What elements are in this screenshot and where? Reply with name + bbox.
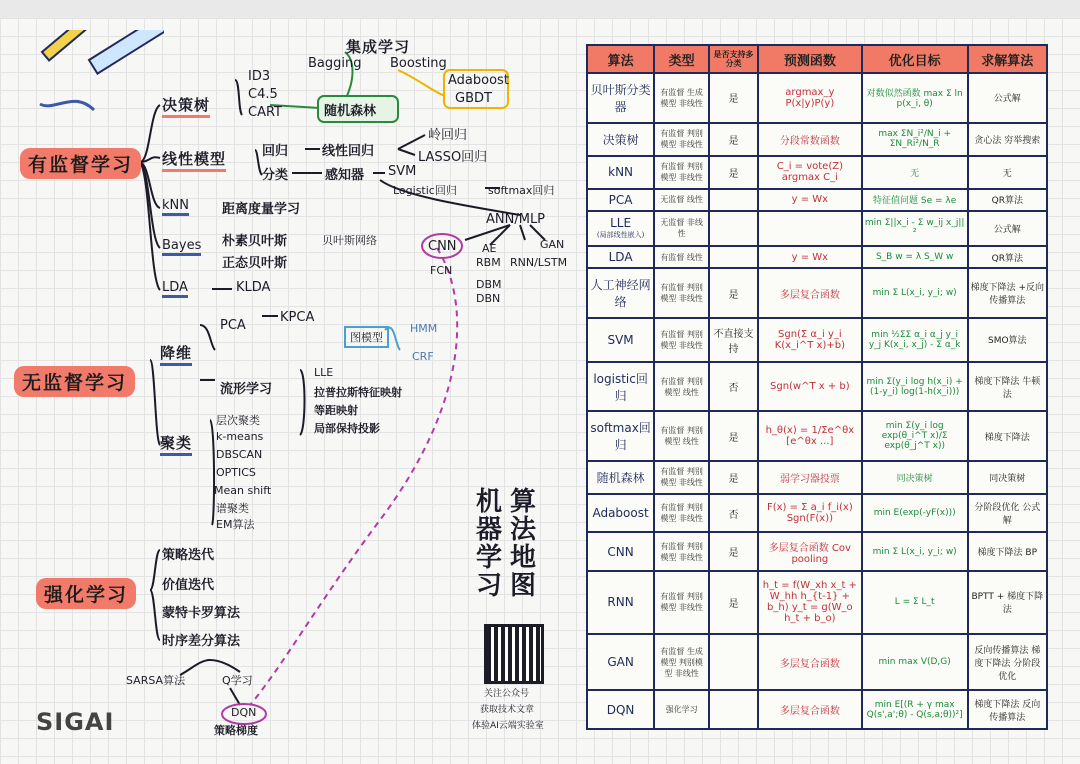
objective-cell: [862, 532, 968, 571]
cluster-dbscan-label: DBSCAN: [216, 448, 263, 461]
multiclass-cell: [709, 123, 758, 156]
solver-cell-text: QR算法: [991, 196, 1023, 206]
solver-cell: [968, 268, 1047, 318]
objective-cell: [862, 411, 968, 461]
header-prediction: 预测函数: [758, 45, 862, 73]
type-cell-text: 有监督 判别模型 非线性: [660, 541, 703, 562]
algorithm-name-cell: [587, 571, 654, 634]
cluster-optics-label: OPTICS: [216, 466, 256, 479]
objective-cell: [862, 211, 968, 247]
multiclass-cell-text: 是: [728, 473, 739, 485]
objective-cell-text: min E[(R + γ max Q(s',a';θ) - Q(s,a;θ))²]: [866, 699, 963, 720]
prediction-cell-text: y = Wx: [791, 251, 829, 263]
prediction-cell-text: h_t = f(W_xh x_t + W_hh h_{t-1} + b_h) y_t = g(W_o h_t + b_o): [762, 580, 857, 625]
multiclass-cell-text: 否: [728, 509, 739, 521]
prediction-cell: [758, 634, 862, 690]
crf-label: CRF: [412, 350, 434, 363]
prediction-cell: [758, 571, 862, 634]
algorithm-name-cell: [587, 246, 654, 268]
multiclass-cell: [709, 690, 758, 729]
linear-regression-label: 线性回归: [322, 144, 375, 159]
type-cell: [654, 532, 709, 571]
linear-model-label: 线性模型: [162, 148, 226, 172]
algorithm-name-cell-text: 随机森林: [596, 470, 645, 485]
manifold-lle-label: LLE: [314, 366, 334, 379]
solver-cell-text: 梯度下降法 +反向传播算法: [970, 283, 1044, 306]
prediction-cell: [758, 494, 862, 533]
solver-cell: [968, 73, 1047, 123]
table-row: [587, 411, 1047, 461]
cluster-kmeans-label: k-means: [216, 430, 264, 443]
solver-cell: [968, 634, 1047, 690]
graph-model-label: 图模型: [344, 326, 389, 348]
algorithm-name-cell: [587, 156, 654, 189]
table-row: [587, 362, 1047, 412]
prediction-cell: [758, 211, 862, 247]
algorithm-name-cell: [587, 73, 654, 123]
id3-label: ID3: [248, 69, 271, 84]
solver-cell: [968, 362, 1047, 412]
type-cell-text: 有监督 判别模型 非线性: [660, 467, 703, 488]
solver-cell-text: 梯度下降法 牛顿法: [974, 376, 1041, 400]
type-cell-text: 有监督 判别模型 非线性: [660, 162, 703, 182]
table-row: [587, 461, 1047, 494]
algorithm-name-cell: [587, 362, 654, 412]
header-algorithm: 算法: [587, 45, 654, 73]
type-cell: [654, 123, 709, 156]
algorithm-name-cell-text: LDA: [608, 250, 633, 265]
objective-cell: [862, 156, 968, 189]
ae-label: AE: [482, 242, 497, 255]
solver-cell: [968, 571, 1047, 634]
bayes-label: Bayes: [162, 238, 201, 256]
prediction-cell-text: 多层复合函数: [779, 658, 840, 670]
pca-label: PCA: [220, 318, 246, 333]
dim-reduction-label: 降维: [160, 342, 192, 366]
prediction-cell: [758, 318, 862, 362]
algorithm-name-cell: [587, 494, 654, 533]
multiclass-cell: [709, 411, 758, 461]
table-row: [587, 211, 1047, 247]
ensemble-label: 集成学习: [346, 38, 411, 56]
type-cell-text: 有监督 线性: [660, 252, 703, 262]
prediction-cell-text: Sgn(w^T x + b): [770, 381, 850, 392]
type-cell: [654, 246, 709, 268]
manifold-isomap-label: 等距映射: [314, 404, 358, 417]
prediction-cell-text: argmax_y P(x|y)P(y): [785, 86, 835, 109]
algorithm-subname: (局部线性嵌入): [596, 231, 645, 240]
prediction-cell: [758, 73, 862, 123]
table-row: [587, 318, 1047, 362]
prediction-cell: [758, 532, 862, 571]
rl-policy-iteration-label: 策略迭代: [162, 548, 215, 563]
dbn-label: DBN: [476, 292, 501, 305]
fcn-label: FCN: [430, 264, 453, 277]
objective-cell-text: 对数似然函数 max Σ ln p(x_i, θ): [866, 89, 963, 110]
objective-cell-text: min Σ||x_i - Σ w_ij x_j||²: [864, 218, 965, 239]
multiclass-cell: [709, 156, 758, 189]
prediction-cell: [758, 362, 862, 412]
objective-cell-text: min Σ(y_i log exp(θ_i^T x)/Σ exp(θ_j^T x)): [881, 421, 948, 451]
objective-cell: [862, 189, 968, 211]
algorithm-name-cell-text: 贝叶斯分类器: [590, 82, 651, 114]
table-row: [587, 634, 1047, 690]
type-cell: [654, 318, 709, 362]
unsupervised-learning-label: 无监督学习: [14, 366, 135, 397]
type-cell: [654, 211, 709, 247]
algorithm-name-cell: [587, 690, 654, 729]
objective-cell-text: max ΣN_i²/N_i + ΣN_Ri²/N_R: [878, 129, 951, 149]
table-row: [587, 532, 1047, 571]
solver-cell: [968, 123, 1047, 156]
algorithm-name-cell-text: GAN: [607, 655, 634, 670]
bayes-network-label: 贝叶斯网络: [322, 234, 377, 247]
type-cell-text: 有监督 生成模型 判别模型 非线性: [660, 646, 703, 678]
prediction-cell: [758, 690, 862, 729]
dqn-label: DQN: [231, 706, 257, 719]
prediction-cell-text: y = Wx: [791, 194, 829, 205]
header-objective: 优化目标: [862, 45, 968, 73]
policy-gradient-label: 策略梯度: [214, 724, 258, 737]
multiclass-cell: [709, 571, 758, 634]
rbm-label: RBM: [476, 256, 501, 269]
objective-cell-text: 无: [910, 168, 920, 179]
type-cell-text: 有监督 判别模型 非线性: [660, 592, 703, 613]
type-cell: [654, 461, 709, 494]
regression-label: 回归: [262, 144, 289, 159]
type-cell: [654, 690, 709, 729]
prediction-cell: [758, 189, 862, 211]
type-cell-text: 有监督 判别模型 非线性: [660, 283, 703, 303]
q-learning-label: Q学习: [222, 674, 253, 687]
prediction-cell-text: h_θ(x) = 1/Σe^θx [e^θx ...]: [765, 425, 855, 447]
prediction-cell-text: 弱学习器投票: [779, 473, 840, 485]
decision-tree-label: 决策树: [162, 94, 210, 118]
kpca-label: KPCA: [280, 310, 315, 325]
classification-label: 分类: [262, 168, 289, 183]
title-ml: 机器学习: [476, 487, 503, 601]
table-row: [587, 156, 1047, 189]
cluster-meanshift-label: Mean shift: [214, 484, 272, 497]
solver-cell-text: 同决策树: [989, 473, 1026, 484]
distance-metric-label: 距离度量学习: [222, 202, 301, 217]
type-cell: [654, 571, 709, 634]
multiclass-cell-text: 是: [728, 598, 739, 610]
solver-cell-text: 梯度下降法 反向传播算法: [974, 699, 1041, 723]
table-row: [587, 268, 1047, 318]
c45-label: C4.5: [248, 87, 278, 102]
solver-cell-text: 分阶段优化 公式解: [974, 503, 1041, 526]
title-algorithm-map: 算法地图: [510, 487, 537, 601]
algorithm-name-cell-text: DQN: [606, 702, 635, 717]
logistic-label: Logistic回归: [393, 184, 457, 197]
multiclass-cell: [709, 211, 758, 247]
algorithm-name-cell-text: CNN: [607, 544, 634, 559]
algorithm-name-cell-text: 决策树: [602, 132, 639, 147]
solver-cell-text: QR算法: [991, 253, 1023, 264]
algorithm-name-cell: [587, 411, 654, 461]
objective-cell: [862, 461, 968, 494]
algorithm-name-cell: [587, 123, 654, 156]
table-row: [587, 73, 1047, 123]
objective-cell: [862, 318, 968, 362]
table-row: [587, 494, 1047, 533]
multiclass-cell-text: 是: [728, 168, 739, 180]
solver-cell: [968, 461, 1047, 494]
prediction-cell-text: 多层复合函数 Cov pooling: [768, 542, 851, 565]
multiclass-cell: [709, 268, 758, 318]
objective-cell: [862, 73, 968, 123]
algorithm-name-cell: [587, 318, 654, 362]
ai-lab-text: 体验AI云端实验室: [472, 721, 544, 731]
prediction-cell-text: F(x) = Σ a_i f_i(x) Sgn(F(x)): [766, 502, 853, 524]
multiclass-cell: [709, 494, 758, 533]
multiclass-cell: [709, 362, 758, 412]
reinforcement-learning-label: 强化学习: [36, 578, 136, 609]
objective-cell: [862, 362, 968, 412]
solver-cell: [968, 156, 1047, 189]
klda-label: KLDA: [236, 280, 271, 295]
hmm-label: HMM: [410, 322, 438, 335]
algorithm-name-cell-text: RNN: [607, 595, 634, 610]
multiclass-cell: [709, 246, 758, 268]
follow-account-text: 关注公众号: [484, 689, 530, 699]
rl-monte-carlo-label: 蒙特卡罗算法: [162, 606, 241, 621]
cluster-em-label: EM算法: [216, 518, 255, 531]
rnn-lstm-label: RNN/LSTM: [510, 256, 568, 269]
perceptron-label: 感知器: [325, 168, 365, 183]
objective-cell-text: min max V(D,G): [878, 657, 951, 668]
algorithm-name-cell-text: softmax回归: [590, 421, 651, 452]
type-cell: [654, 411, 709, 461]
prediction-cell-text: 多层复合函数: [779, 706, 840, 718]
algorithm-name-cell: [587, 189, 654, 211]
ridge-regression-label: 岭回归: [428, 128, 468, 143]
objective-cell-text: 特征值问题 Se = λe: [873, 196, 957, 206]
type-cell: [654, 634, 709, 690]
algorithm-name-cell-text: kNN: [608, 165, 634, 179]
naive-bayes-label: 朴素贝叶斯: [222, 234, 288, 249]
prediction-cell: [758, 123, 862, 156]
lasso-regression-label: LASSO回归: [418, 150, 488, 165]
gan-label: GAN: [540, 238, 565, 251]
type-cell-text: 无监督 线性: [660, 195, 703, 204]
multiclass-cell: [709, 634, 758, 690]
solver-cell: [968, 411, 1047, 461]
ann-mlp-label: ANN/MLP: [486, 212, 546, 227]
lda-label: LDA: [162, 280, 188, 298]
cnn-label: CNN: [428, 239, 457, 254]
type-cell-text: 有监督 判别模型 线性: [660, 376, 703, 397]
type-cell: [654, 494, 709, 533]
multiclass-cell-text: 是: [728, 135, 739, 147]
algorithm-name-cell-text: 人工神经网络: [590, 278, 651, 309]
objective-cell-text: L = Σ L_t: [894, 597, 935, 608]
multiclass-cell: [709, 73, 758, 123]
algorithm-table: [586, 44, 1048, 730]
objective-cell-text: min Σ L(x_i, y_i; w): [872, 546, 957, 557]
solver-cell-text: 梯度下降法: [984, 432, 1030, 443]
prediction-cell-text: C_i = vote(Z) argmax C_i: [776, 161, 843, 183]
solver-cell-text: 梯度下降法 BP: [977, 548, 1038, 558]
objective-cell-text: S_B w = λ S_W w: [875, 252, 954, 263]
algorithm-name-cell: [587, 461, 654, 494]
algorithm-name-cell-text: SVM: [607, 332, 634, 347]
prediction-cell: [758, 268, 862, 318]
header-multiclass: 是否支持多分类: [709, 45, 758, 73]
softmax-label: softmax回归: [488, 184, 555, 197]
solver-cell-text: SMO算法: [988, 336, 1027, 347]
objective-cell-text: min Σ(y_i log h(x_i) + (1-y_i) log(1-h(x_i))): [866, 376, 963, 397]
manifold-learning-label: 流形学习: [220, 382, 273, 397]
algorithm-name-cell: [587, 532, 654, 571]
type-cell-text: 有监督 判别模型 非线性: [660, 503, 703, 523]
table-header-row: [587, 45, 1047, 73]
objective-cell: [862, 246, 968, 268]
type-cell: [654, 268, 709, 318]
table-row: [587, 571, 1047, 634]
multiclass-cell: [709, 318, 758, 362]
solver-cell-text: 无: [1002, 168, 1012, 179]
multiclass-cell-text: 不直接支持: [713, 328, 754, 355]
objective-cell-text: min E(exp(-yF(x))): [873, 508, 956, 518]
table-row: [587, 123, 1047, 156]
prediction-cell-text: 分段常数函数: [779, 135, 840, 147]
type-cell: [654, 73, 709, 123]
get-articles-text: 获取技术文章: [480, 705, 535, 715]
random-forest-label: 随机森林: [324, 104, 377, 119]
solver-cell: [968, 494, 1047, 533]
solver-cell: [968, 189, 1047, 211]
multiclass-cell-text: 是: [728, 432, 739, 444]
algorithm-name-cell: [587, 211, 654, 247]
gbdt-label: GBDT: [455, 91, 492, 106]
objective-cell: [862, 634, 968, 690]
multiclass-cell-text: 是: [728, 548, 739, 559]
algorithm-name-cell-text: logistic回归: [593, 371, 648, 403]
type-cell: [654, 362, 709, 412]
solver-cell: [968, 690, 1047, 729]
solver-cell: [968, 318, 1047, 362]
algorithm-name-cell-text: Adaboost: [592, 506, 649, 520]
prediction-cell-text: Sgn(Σ α_i y_i K(x_i^T x)+b): [774, 328, 845, 351]
algorithm-name-cell-text: PCA: [608, 192, 633, 207]
prediction-cell: [758, 461, 862, 494]
adaboost-label: Adaboost: [448, 73, 509, 88]
solver-cell-text: 反向传播算法 梯度下降法 分阶段优化: [974, 645, 1041, 682]
objective-cell: [862, 690, 968, 729]
multiclass-cell-text: 否: [728, 383, 739, 394]
algorithm-name-cell-text: LLE: [610, 216, 632, 231]
solver-cell: [968, 246, 1047, 268]
multiclass-cell-text: 是: [728, 289, 739, 301]
algorithm-name-cell: [587, 268, 654, 318]
header-type: 类型: [654, 45, 709, 73]
objective-cell-text: 同决策树: [896, 473, 933, 484]
cluster-hierarchical-label: 层次聚类: [216, 414, 260, 427]
manifold-lpp-label: 局部保持投影: [314, 422, 380, 435]
solver-cell: [968, 532, 1047, 571]
algorithm-name-cell: [587, 634, 654, 690]
prediction-cell: [758, 156, 862, 189]
table-row: [587, 246, 1047, 268]
type-cell: [654, 156, 709, 189]
type-cell-text: 有监督 判别模型 线性: [660, 426, 703, 446]
solver-cell: [968, 211, 1047, 247]
objective-cell-text: min Σ L(x_i, y_i; w): [872, 288, 957, 298]
objective-cell: [862, 571, 968, 634]
solver-cell-text: 公式解: [993, 94, 1021, 105]
multiclass-cell: [709, 189, 758, 211]
clustering-label: 聚类: [160, 432, 192, 456]
manifold-laplacian-label: 拉普拉斯特征映射: [314, 386, 402, 399]
normal-bayes-label: 正态贝叶斯: [222, 256, 288, 271]
bagging-label: Bagging: [308, 56, 362, 71]
svm-label: SVM: [388, 164, 417, 179]
solver-cell-text: BPTT + 梯度下降法: [971, 592, 1044, 616]
rl-value-iteration-label: 价值迭代: [162, 578, 215, 593]
type-cell-text: 强化学习: [665, 705, 698, 715]
solver-cell-text: 公式解: [993, 224, 1021, 235]
type-cell: [654, 189, 709, 211]
prediction-cell: [758, 411, 862, 461]
objective-cell: [862, 268, 968, 318]
type-cell-text: 有监督 判别模型 非线性: [660, 129, 703, 149]
prediction-cell: [758, 246, 862, 268]
solver-cell-text: 贪心法 穷举搜索: [974, 135, 1041, 146]
sarsa-label: SARSA算法: [126, 674, 186, 687]
cluster-spectral-label: 谱聚类: [216, 502, 249, 515]
multiclass-cell: [709, 461, 758, 494]
supervised-learning-label: 有监督学习: [20, 148, 141, 179]
objective-cell-text: min ½ΣΣ α_i α_j y_i y_j K(x_i, x_j) - Σ α_k: [868, 329, 961, 350]
type-cell-text: 无监督 非线性: [660, 218, 703, 239]
objective-cell: [862, 494, 968, 533]
table-row: [587, 189, 1047, 211]
table-row: [587, 690, 1047, 729]
header-solver: 求解算法: [968, 45, 1047, 73]
type-cell-text: 有监督 生成模型 非线性: [660, 87, 703, 108]
sigai-logo: SIGAI: [36, 708, 115, 736]
boosting-label: Boosting: [390, 56, 447, 71]
dbm-label: DBM: [476, 278, 502, 291]
multiclass-cell-text: 是: [728, 94, 739, 106]
knn-label: kNN: [162, 198, 189, 216]
rl-td-label: 时序差分算法: [162, 634, 241, 649]
prediction-cell-text: 多层复合函数: [779, 289, 840, 301]
qr-code[interactable]: [484, 624, 544, 684]
objective-cell: [862, 123, 968, 156]
multiclass-cell: [709, 532, 758, 571]
type-cell-text: 有监督 判别模型 非线性: [660, 329, 703, 350]
cart-label: CART: [248, 105, 282, 120]
